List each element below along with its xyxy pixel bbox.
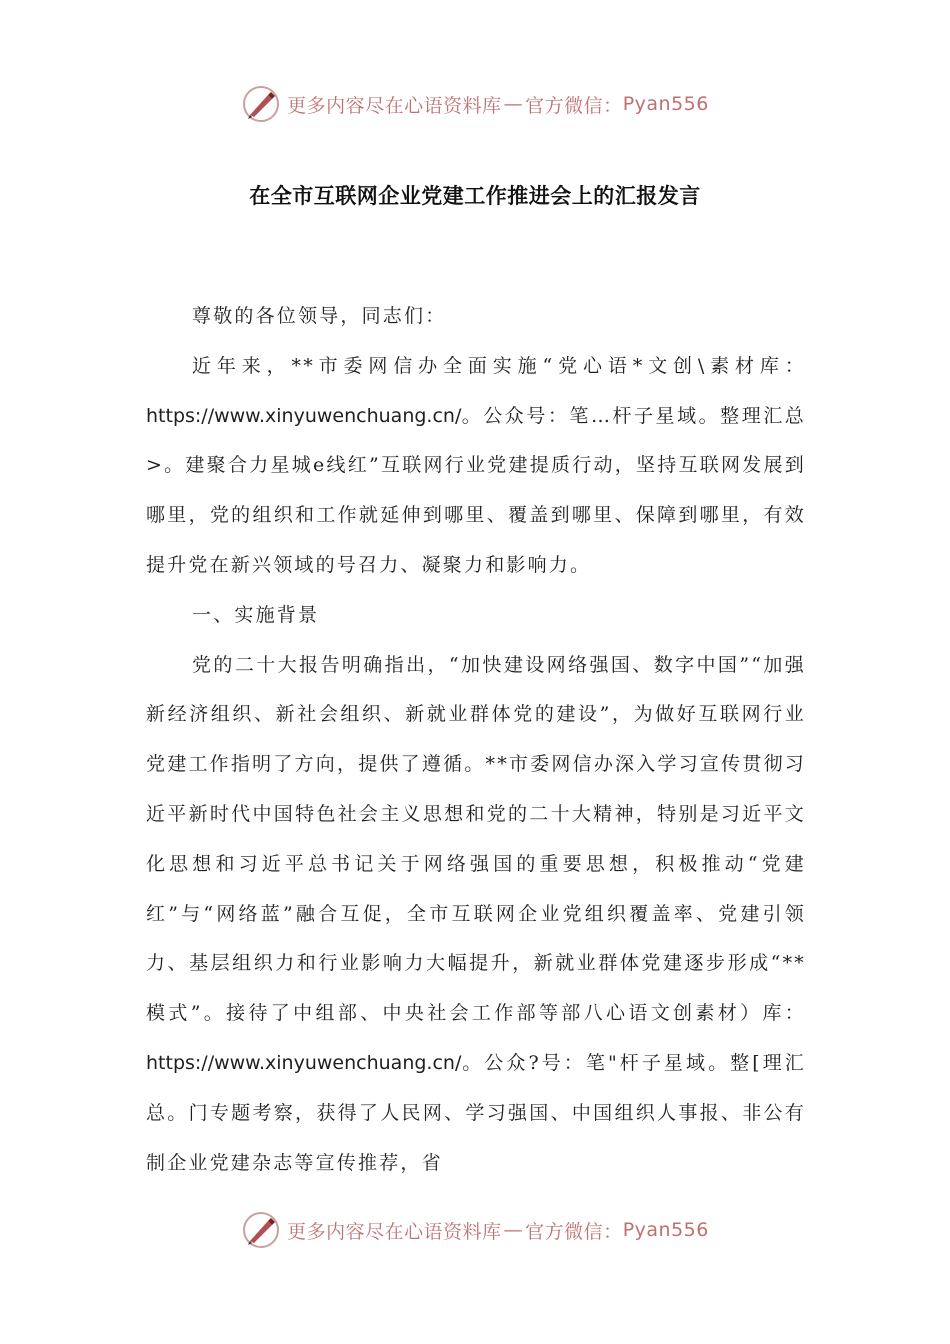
inline-url: https://www.xinyuwenchuang.cn/ bbox=[146, 1051, 462, 1074]
banner-handle: Pyan556 bbox=[622, 1219, 709, 1241]
paragraph-text: 近年来，**市委网信办全面实施“党心语*文创\素材库： bbox=[192, 354, 806, 377]
paragraph-text: 。公众?号：笔"杆子星域。整[理汇总。门专题考察，获得了人民网、学习强国、中国组织人事报、非公有制企业党建杂志等宣传推荐，省 bbox=[146, 1051, 806, 1174]
banner-main-text: 更多内容尽在心语资料库 bbox=[287, 1220, 502, 1243]
document-title: 在全市互联网企业党建工作推进会上的汇报发言 bbox=[249, 184, 701, 208]
section-heading bbox=[146, 591, 806, 641]
banner-tail-text: 官方微信： bbox=[525, 1220, 623, 1243]
paragraph-text: 党的二十大报告明确指出，“加快建设网络强国、数字中国”“加强新经济组织、新社会组织、新就业群体党的建设”，为做好互联网行业党建工作指明了方向，提供了遵循。**市委网信办深入学习宣传贯彻习近平新时代中国特色社会主义思想和党的二十大精神，特别是习近平文化思想和习近平总书记关于网络强国的重要思想，积极推动“党建红”与“网络蓝”融合互促，全市互联网企业党组织覆盖率、党建引领力、基层组织力和行业影响力大幅提升，新就业群体党建逐步形成“**模式”。接待了中组部、中央社会工作部等部八心语文创素材）库： bbox=[146, 653, 806, 1025]
background-paragraph bbox=[146, 641, 806, 1189]
banner-tail-text: 官方微信： bbox=[525, 94, 623, 117]
intro-paragraph bbox=[146, 342, 806, 591]
inline-url: https://www.xinyuwenchuang.cn/ bbox=[146, 404, 462, 427]
pen-logo-icon bbox=[241, 84, 281, 124]
salutation-paragraph bbox=[146, 292, 806, 342]
banner-main-text: 更多内容尽在心语资料库 bbox=[287, 94, 502, 117]
banner-separator: — bbox=[503, 1219, 524, 1241]
pen-logo-icon bbox=[241, 1210, 281, 1250]
footer-banner bbox=[0, 1208, 950, 1252]
banner-handle: Pyan556 bbox=[622, 93, 709, 115]
paragraph-text: 尊敬的各位领导，同志们： bbox=[192, 305, 447, 327]
header-banner bbox=[0, 82, 950, 126]
paragraph-text: 。公众号：笔…杆子星域。整理汇总>。建聚合力星城e线红”互联网行业党建提质行动，坚持互联网发展到哪里，党的组织和工作就延伸到哪里、覆盖到哪里、保障到哪里，有效提升党在新兴领域的号召力、凝聚力和影响力。 bbox=[146, 404, 806, 576]
paragraph-text: 一、实施背景 bbox=[192, 603, 320, 626]
banner-separator: — bbox=[503, 93, 524, 115]
document-body bbox=[146, 292, 806, 1188]
